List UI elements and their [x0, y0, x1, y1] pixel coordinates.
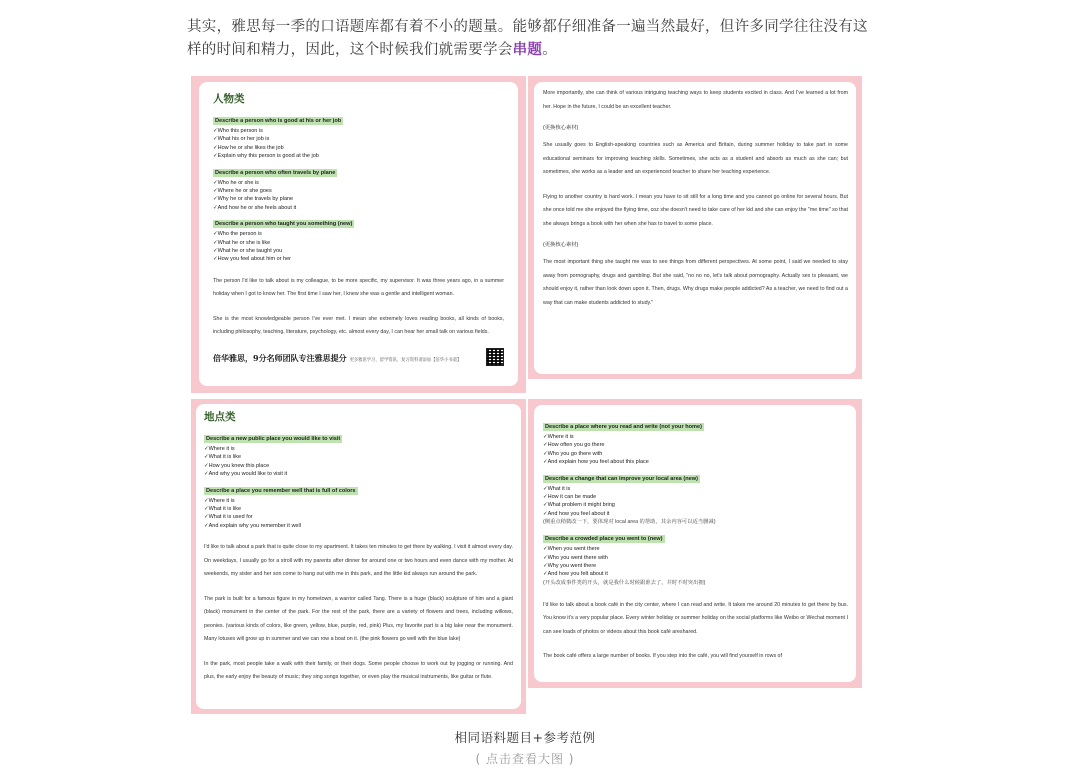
topic-bullet: ✓ Explain why this person is good at the job	[213, 152, 504, 160]
qr-code	[486, 348, 504, 366]
topic-bullet: ✓ Who you go there with	[543, 450, 848, 458]
topic-bullet: ✓ Why he or she travels by plane	[213, 195, 504, 203]
topic-bullet: ✓ Where it is	[204, 497, 513, 505]
image-card-place[interactable]	[191, 399, 526, 714]
topic-bullet: ✓ How you knew this place	[204, 462, 513, 470]
topic-title: Describe a place where you read and write (not your home)	[545, 424, 702, 430]
intro-paragraph: 其实，雅思每一季的口语题库都有着不小的题量。能够都仔细准备一遍当然最好，但许多同学往往没有这样的时间和精力，因此，这个时候我们就需要学会串题。	[187, 19, 868, 58]
topic-bullet: ✓ What it is used for	[204, 513, 513, 521]
category-title: 人物类	[213, 93, 245, 105]
answer-paragraph: She usually goes to English-speaking countries such as America and Britain, during summer holiday to take part in some educational seminars for improving teaching skills. Sometimes, she acts as a student and absorb as much as she can; but sometimes, she works as a leader and an experienced teacher to share her teaching experience.	[543, 142, 848, 175]
topic-bullet: ✓ Where it is	[204, 445, 513, 453]
click-to-enlarge-link[interactable]: ( 点击查看大图 )	[475, 752, 575, 766]
image-card-people[interactable]	[191, 76, 526, 393]
brand-footer	[213, 348, 504, 366]
topic-note: (侧重点稍微改一下，要体现对 local area 的帮助，其余内容可以适当删减)	[543, 519, 716, 526]
topic-bullet: ✓ Where it is	[543, 433, 848, 441]
topic-bullet: ✓ And how he or she feels about it	[213, 204, 504, 212]
image-card-place-answer[interactable]	[528, 399, 862, 688]
topic-title: Describe a change that can improve your local area (new)	[545, 475, 698, 482]
topic-bullet: ✓ And how you feel about it	[543, 510, 848, 518]
topic-bullet: ✓ What it is like	[204, 505, 513, 513]
answer-paragraph: More importantly, she can think of various intriguing teaching ways to keep students excited in class. And I've learned a lot from her. Hope in the future, I could be an excellent teacher.	[543, 90, 848, 110]
highlight-term: 串题	[512, 42, 543, 58]
topic-bullet: ✓ What problem it might bring	[543, 501, 848, 509]
topic-bullet: ✓ And how you felt about it	[543, 570, 848, 578]
topic-bullet: ✓ Why you went there	[543, 562, 848, 570]
brand-slogan: 倍华雅思，9分名师团队专注雅思提分	[213, 352, 347, 363]
answer-paragraph: She is the most knowledgeable person I've ever met. I mean she extremely loves reading books, all kinds of books, including philosophy, teaching, literature, psychology, etc. almost every day, I can hear her small talk on various fields.	[213, 315, 504, 336]
topic-title: Describe a person who taught you something (new)	[215, 221, 353, 228]
topic-bullet: ✓ What he or she taught you	[213, 247, 504, 255]
topic-bullet: ✓ And explain how you feel about this place	[543, 458, 848, 466]
topic-bullet: ✓ Who you went there with	[543, 554, 848, 562]
topic-bullet: ✓ Who the person is	[213, 230, 504, 238]
image-card-people-answer[interactable]	[528, 76, 862, 379]
topic-bullet: ✓ How it can be made	[543, 493, 848, 501]
topic-bullet: ✓ And why you would like to visit it	[204, 470, 513, 478]
topic-title: Describe a place you remember well that is full of colors	[206, 487, 356, 494]
answer-paragraph: In the park, most people take a walk with their family, or their dogs. Some people choose to work out by jogging or running. And plus, the early enjoy the beauty of music; they sing songs together, or even play the musical instruments, like guitar or flute.	[204, 660, 513, 681]
topic-title: Describe a crowded place you went to (new)	[545, 536, 663, 543]
topic-bullet: ✓ What he or she is like	[213, 239, 504, 247]
material-subheading: (更换核心素材)	[543, 125, 579, 131]
category-title: 地点类	[204, 411, 236, 423]
topic-bullet: ✓ How you feel about him or her	[213, 255, 504, 263]
brand-note: 更多雅思学习、留学资讯、复习资料请添加【倍华小书童】	[349, 356, 462, 362]
answer-paragraph: The most important thing she taught me was to see things from different perspectives. At some point, I said we needed to stay away from pornography, drugs and gambling. But she said, "no no no, let's talk about pornography. Actually sex is pleasant, we should enjoy it, rather than look down upon it. Then, drugs. Why drugs make people addicted? As a teacher, we need to find out a way that can make students addicted to study."	[543, 259, 848, 306]
answer-paragraph: The person I'd like to talk about is my colleague, to be more specific, my supervisor. It was three years ago, in a summer holiday when I got to know her. The first time I saw her, I knew she was a gentle and intelligent woman.	[213, 277, 504, 298]
topic-note: (开头改成事件类的开头，就是我什么时候跟谁去了，并时不时突出拥)	[543, 579, 706, 586]
topic-bullet: ✓ What it is like	[204, 453, 513, 461]
topic-bullet: ✓ Who he or she is	[213, 179, 504, 187]
material-subheading: (更换核心素材)	[543, 242, 579, 248]
topic-bullet: ✓ Who this person is	[213, 127, 504, 135]
topic-title: Describe a new public place you would like to visit	[206, 436, 341, 442]
topic-title: Describe a person who is good at his or her job	[215, 118, 342, 124]
topic-bullet: ✓ Where he or she goes	[213, 187, 504, 195]
topic-bullet: ✓ What it is	[543, 485, 848, 493]
topic-bullet: ✓ How he or she likes the job	[213, 144, 504, 152]
answer-paragraph: I'd like to talk about a park that is quite close to my apartment. It takes ten minutes to get there by walking. I visit it almost every day. On weekdays, I usually go for a stroll with my parents after dinner for around one or two hours and even dance with my mother. At weekends, my sister and her son come to hang out with me in this park, and the little kid always run around the park.	[204, 544, 513, 578]
answer-paragraph: The book café offers a large number of books. If you step into the café, you will find yourself in rows of	[543, 653, 782, 660]
answer-paragraph: The park is built for a famous figure in my hometown, a warrior called Tang. There is a huge (black) sculpture of him and a giant (black) monument in the center of the park. For the rest of the park, there are a variety of flowers and trees, including willows, peonies. (various kinds of colors, like green, yellow, blue, purple, red, pink) Plus, my favorite part is a big lake near the monument. Many lotuses will grow up in summer and we can row a boat on it. (the pink flowers go well with the blue lake)	[204, 595, 513, 643]
topic-bullet: ✓ And explain why you remember it well	[204, 522, 513, 530]
answer-paragraph: Flying to another country is hard work. I mean you have to sit still for a long time and you cannot go online for several hours. But she once told me she enjoyed the flying time, coz she doesn't need to take care of her kid and she can enjoy the "me time" so that she always brings a book with her when she has to travel to some place.	[543, 193, 848, 227]
topic-bullet: ✓ How often you go there	[543, 441, 848, 449]
topic-bullet: ✓ When you went there	[543, 545, 848, 553]
answer-paragraph: I'd like to talk about a book café in the city center, where I can read and write. It takes me around 20 minutes to get there by bus. You know it's a very popular place. Every winter holiday or summer holiday on the social platforms like Weibo or Wechat moment I can see loads of photos or videos about this book café areshared.	[543, 601, 848, 635]
topic-title: Describe a person who often travels by plane	[215, 169, 336, 176]
image-caption: 相同语料题目+参考范例	[454, 730, 596, 745]
topic-bullet: ✓ What his or her job is	[213, 135, 504, 143]
